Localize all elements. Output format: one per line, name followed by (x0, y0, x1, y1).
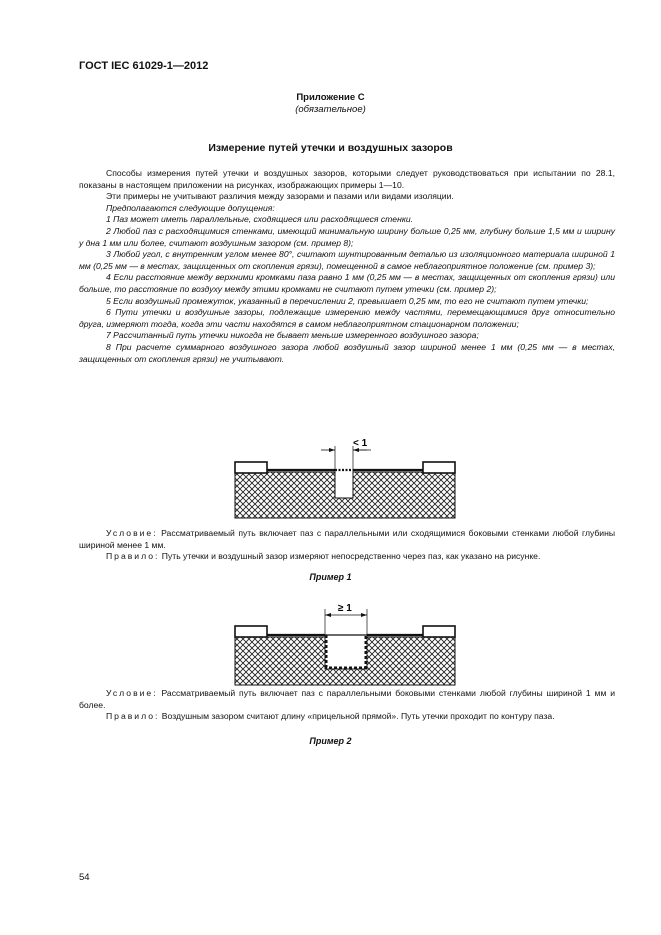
body-text (79, 168, 615, 365)
insulation-hatch (235, 637, 455, 685)
page-number: 54 (79, 872, 90, 883)
assumption-item: 7 Рассчитанный путь утечки никогда не бывает меньше измеренного воздушного зазора; (106, 330, 479, 341)
intro-paragraph: Эти примеры не учитывают различия между зазорами и пазами или видами изоляции. (106, 191, 454, 202)
assumption-item: 8 При расчете суммарного воздушного зазора любой воздушный зазор шириной менее 1 мм (0,25 мм — в местах, защищенных от скопления грязи) не учитывают. (79, 341, 615, 364)
assumption-item: 5 Если воздушный промежуток, указанный в перечислении 2, превышает 0,25 мм, то его не считают путем утечки; (106, 295, 589, 306)
assumption-item: 4 Если расстояние между верхними кромками паза равно 1 мм (0,25 мм — в местах, защищенных от скопления грязи) или больше, то расстояние по воздуху между этими кромками не считают путем утечки (см. пример 2); (79, 272, 615, 294)
intro-paragraph: Способы измерения путей утечки и воздушных зазоров, которыми следует руководствоваться при испытании по 28.1, показаны в настоящем приложении на рисунках, изображающих примеры 1—10. (79, 168, 615, 190)
standard-header: ГОСТ IEC 61029-1—2012 (79, 60, 209, 72)
conductor-right (423, 626, 455, 637)
appendix-subtitle: (обязательное) (295, 104, 366, 115)
assumption-item: 6 Пути утечки и воздушные зазоры, подлежащие измерению между частями, перемещающимися друг относительно друга, измеряют тогда, когда эти части находятся в самом неблагоприятном стационарном положении; (79, 307, 615, 329)
condition-label: Условие: (106, 528, 158, 538)
assumption-item: 1 Паз может иметь параллельные, сходящиеся или расходящиеся стенки. (106, 214, 414, 225)
condition-text: Рассматриваемый путь включает паз с параллельными или сходящимися боковыми стенками любой глубины шириной менее 1 мм. (79, 528, 615, 550)
condition-label: Условие: (106, 688, 158, 698)
example2-caption: Пример 2 (309, 736, 352, 746)
arrow-head (329, 448, 335, 452)
assumptions-lead: Предполагаются следующие допущения: (106, 202, 275, 213)
conductor-left (235, 462, 267, 473)
example2-notes (79, 688, 615, 723)
conductor-left (235, 626, 267, 637)
arrow-head (361, 613, 367, 617)
section-title: Измерение путей утечки и воздушных зазоров (208, 142, 453, 154)
condition-text: Рассматриваемый путь включает паз с параллельными боковыми стенками любой глубины шириной 1 мм и более. (79, 688, 616, 710)
example1-figure (225, 432, 465, 522)
creepage-contour (327, 635, 366, 668)
rule-label: Правило: (106, 711, 160, 722)
arrow-head (325, 613, 331, 617)
dimension-label: ≥ 1 (338, 603, 352, 614)
assumption-item: 2 Любой паз с расходящимися стенками, имеющий минимальную ширину больше 0,25 мм, глубину больше 1,5 мм и ширину у дна 1 мм или более, считают воздушным зазором (см. пример 8); (79, 225, 615, 248)
example1-caption: Пример 1 (309, 572, 352, 582)
rule-text: Воздушным зазором считают длину «прицельной прямой». Путь утечки проходит по контуру паза. (161, 711, 555, 722)
rule-label: Правило: (106, 551, 160, 562)
conductor-right (423, 462, 455, 473)
insulation-hatch (235, 472, 455, 518)
rule-text: Путь утечки и воздушный зазор измеряют непосредственно через паз, как указано на рисунке. (161, 551, 541, 562)
appendix-title: Приложение С (296, 92, 365, 103)
dimension-label: < 1 (353, 438, 368, 449)
example2-figure (225, 597, 465, 689)
example1-notes (79, 528, 615, 563)
assumption-item: 3 Любой угол, с внутренним углом менее 80°, считают шунтированным деталью из изоляционного материала шириной 1 мм (0,25 мм — в местах, защищенных от скопления грязи), помещенной в самое неблагоприятное положение (см. пример 3); (79, 249, 615, 271)
